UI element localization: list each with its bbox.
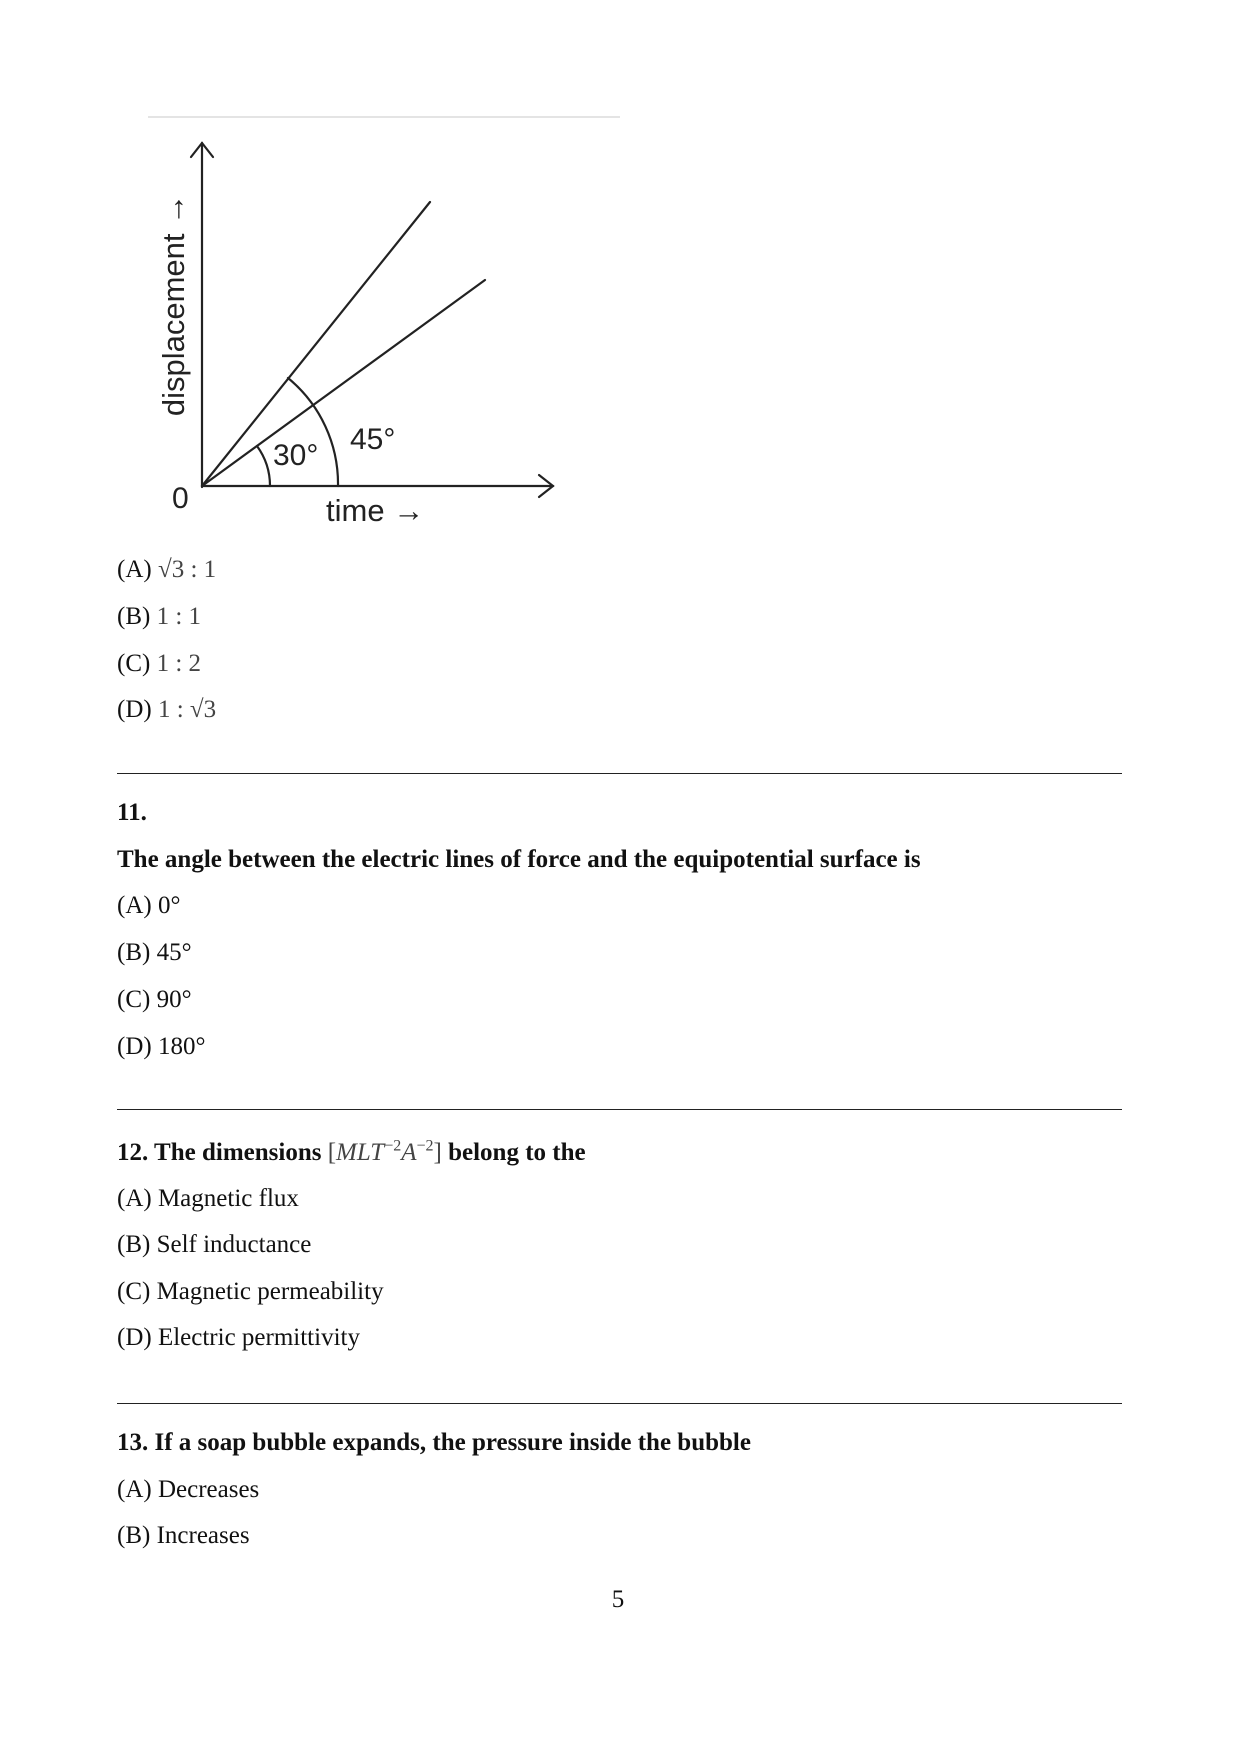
- q11-option-d: (D) 180°: [117, 1033, 206, 1060]
- q11-number: 11.: [117, 799, 147, 826]
- q11-option-a: (A) 0°: [117, 892, 181, 919]
- divider: [117, 1403, 1122, 1404]
- q12-option-a: (A) Magnetic flux: [117, 1185, 299, 1212]
- q11-question: The angle between the electric lines of force and the equipotential surface is: [117, 846, 921, 873]
- q12-question: 12. The dimensions $[MLT^{-2}A^{-2}]$ belong to the: [117, 1137, 586, 1166]
- q10-option-c: (C) 1 : 2: [117, 650, 202, 677]
- q10-option-b: (B) 1 : 1: [117, 603, 202, 630]
- divider: [117, 1109, 1122, 1110]
- arc-30: [257, 446, 270, 486]
- angle-30-label: 30°: [273, 439, 319, 472]
- displacement-time-graph: [0, 0, 640, 540]
- q12-option-c: (C) Magnetic permeability: [117, 1278, 384, 1305]
- y-axis-label: displacement →: [156, 193, 191, 417]
- angle-45-label: 45°: [350, 423, 396, 456]
- q12-option-d: (D) Electric permittivity: [117, 1324, 360, 1351]
- x-axis-label: time →: [326, 493, 425, 528]
- q12-option-b: (B) Self inductance: [117, 1231, 312, 1258]
- q11-option-c: (C) 90°: [117, 986, 192, 1013]
- origin-label: 0: [172, 482, 189, 515]
- q10-option-a: (A) √3 : 1: [117, 556, 217, 583]
- divider: [117, 773, 1122, 774]
- q11-option-b: (B) 45°: [117, 939, 192, 966]
- q10-option-d: (D) 1 : √3: [117, 696, 217, 723]
- q13-option-a: (A) Decreases: [117, 1476, 260, 1503]
- q13-question: 13. If a soap bubble expands, the pressure inside the bubble: [117, 1429, 751, 1456]
- q13-option-b: (B) Increases: [117, 1522, 250, 1549]
- page-number: 5: [611, 1586, 625, 1613]
